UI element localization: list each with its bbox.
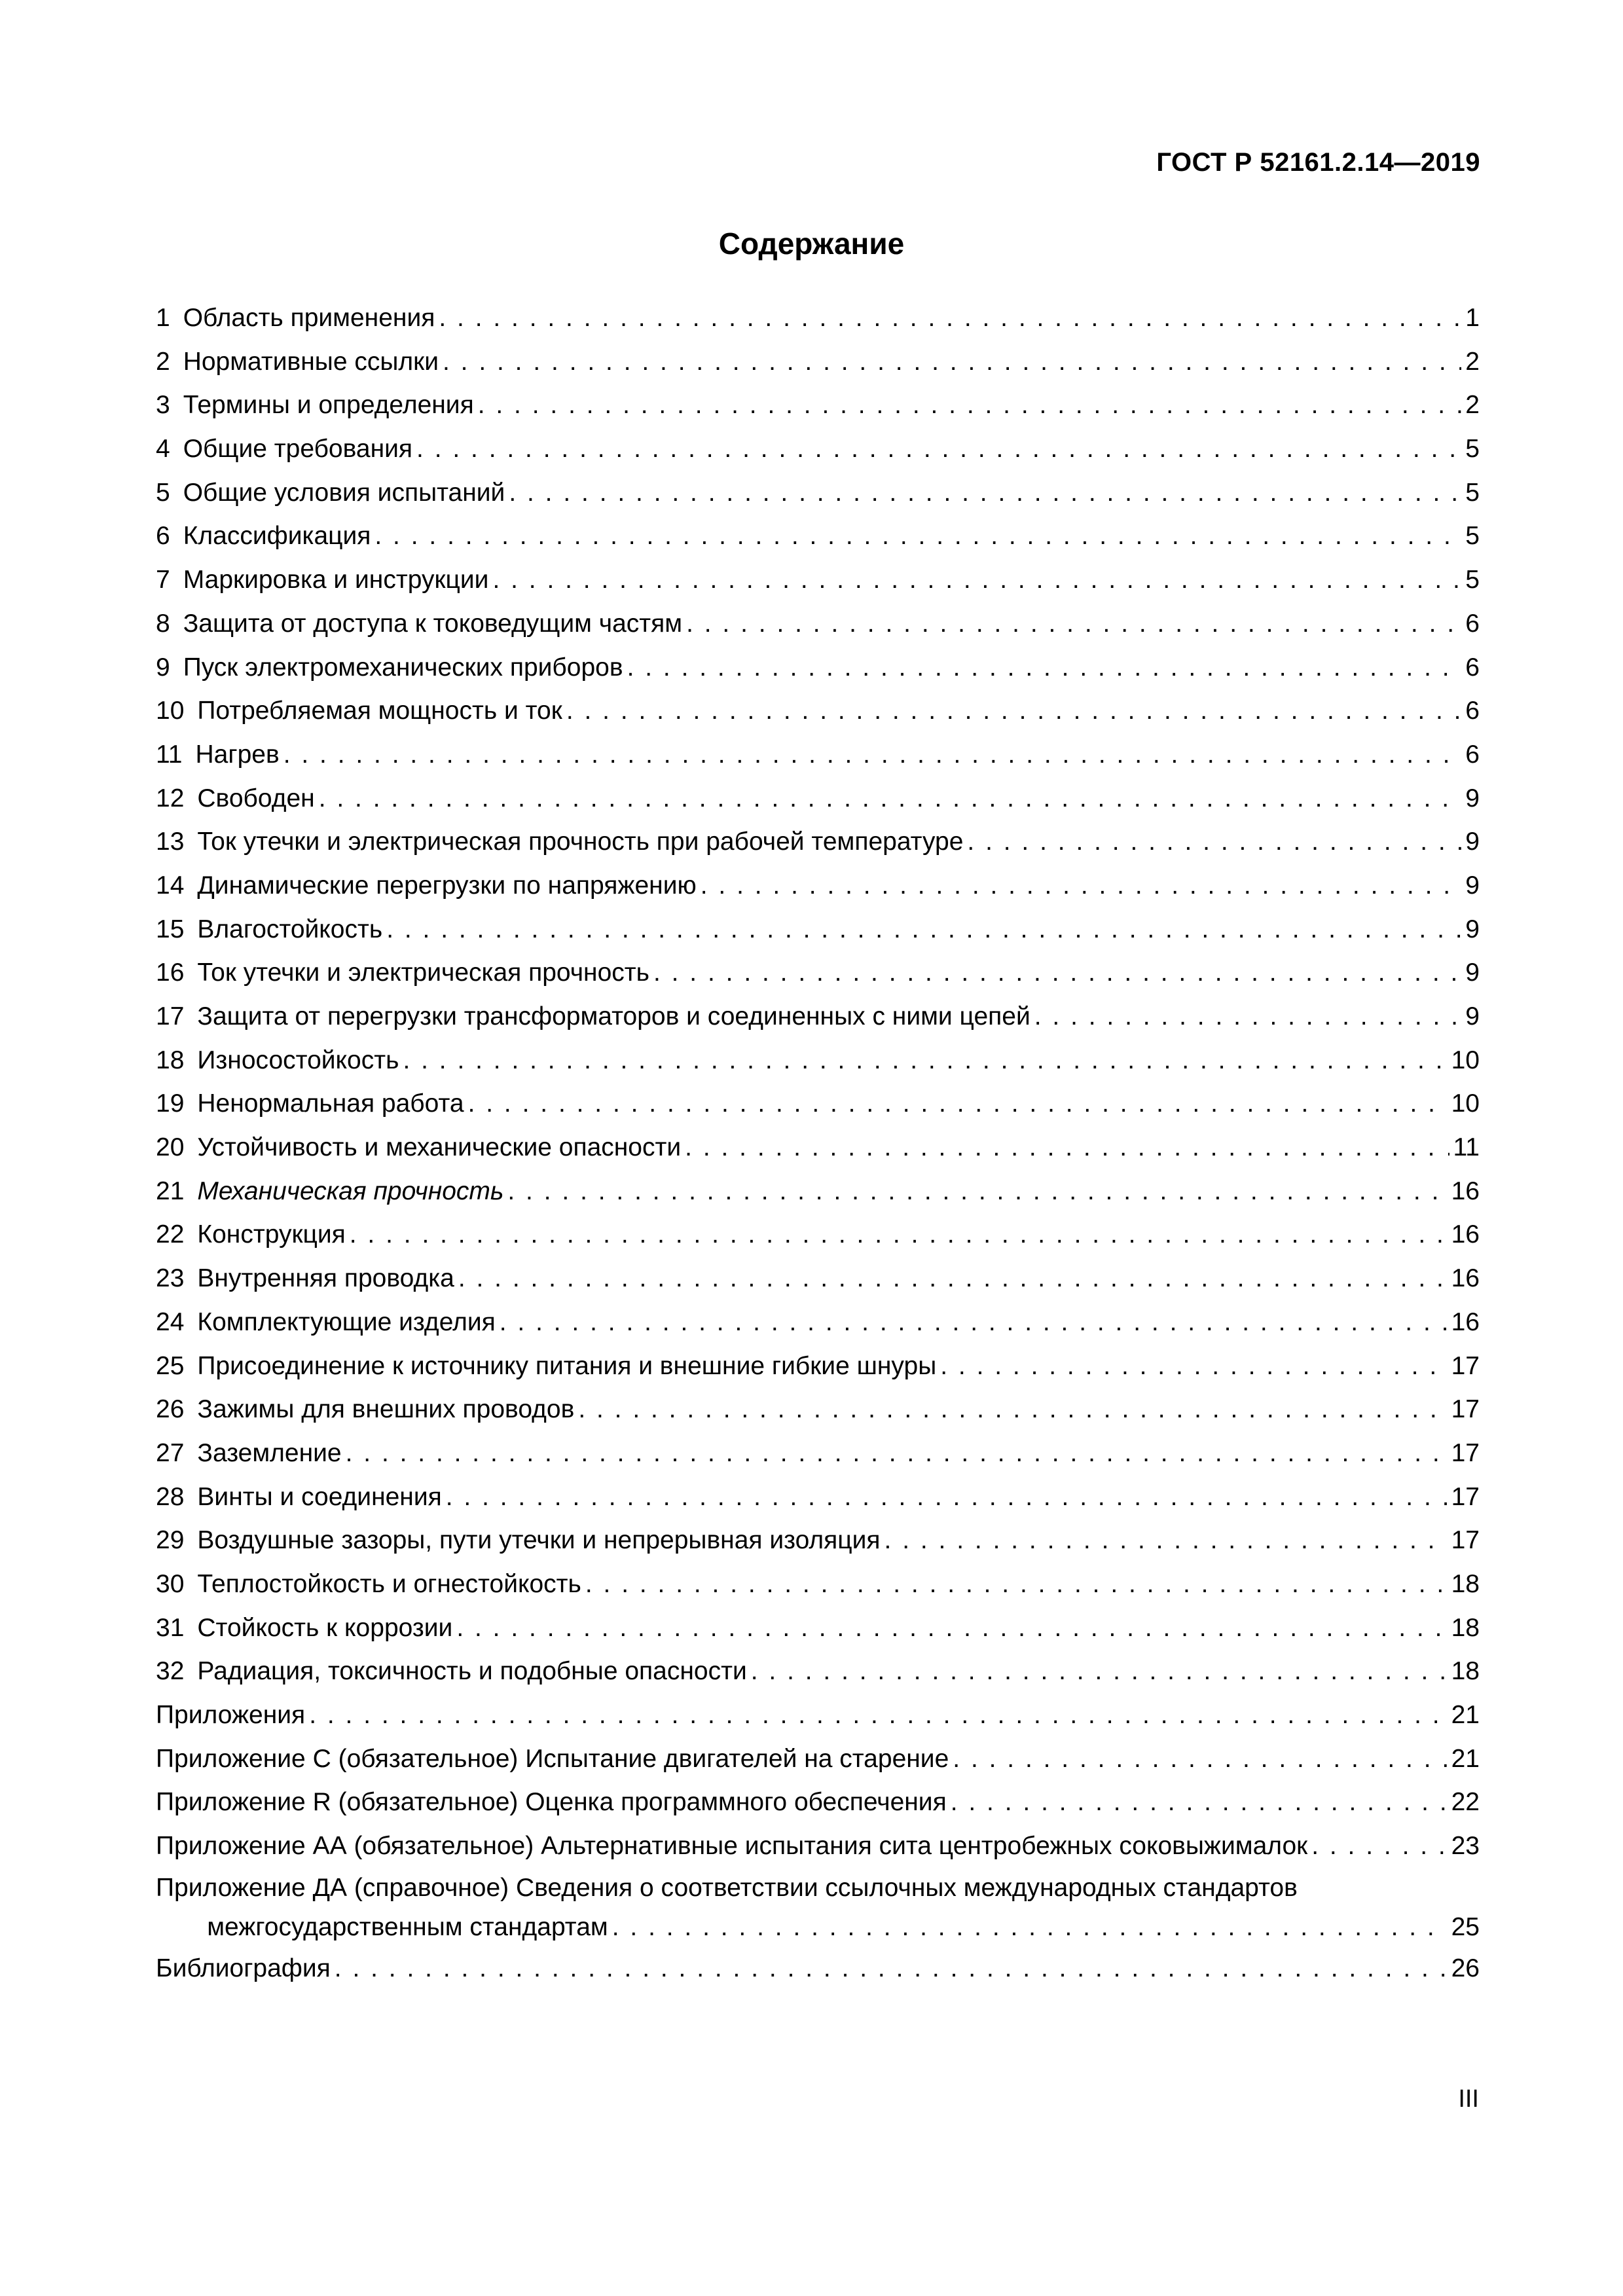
toc-entry-title: Теплостойкость и огнестойкость (197, 1569, 581, 1598)
toc-leader-dots (446, 1476, 1448, 1520)
toc-leader-dots (386, 908, 1461, 952)
toc-entry-title: Общие условия испытаний (183, 478, 505, 507)
toc-entry-page: 5 (1465, 522, 1480, 551)
toc-entry[interactable] (156, 689, 1480, 733)
toc-entry-page: 5 (1465, 435, 1480, 464)
toc-leader-dots (346, 1432, 1448, 1476)
toc-entry-title: Износостойкость (197, 1046, 399, 1074)
toc-entry-title: Приложение ДА (справочное) Сведения о соответствии ссылочных международных стандартов (156, 1873, 1298, 1902)
toc-entry[interactable] (156, 558, 1480, 602)
toc-entry[interactable] (156, 908, 1480, 952)
toc-entry-page: 9 (1465, 915, 1480, 943)
toc-entry[interactable] (156, 1650, 1480, 1694)
toc-entry-title: Нормативные ссылки (183, 347, 439, 376)
toc-entry-page: 5 (1465, 478, 1480, 507)
toc-entry[interactable] (156, 1607, 1480, 1650)
toc-entry[interactable] (156, 1345, 1480, 1389)
toc-appendix-entry-continued[interactable] (156, 1908, 1480, 1947)
toc-entry-page: 25 (1451, 1912, 1480, 1941)
toc-entry-number: 19 (156, 1089, 185, 1118)
toc-entry-page: 10 (1451, 1046, 1480, 1074)
toc-leader-dots (967, 820, 1461, 864)
toc-entry[interactable] (156, 864, 1480, 908)
page-number: III (1458, 2085, 1479, 2113)
toc-entry-number: 9 (156, 653, 170, 682)
toc-leader-dots (884, 1519, 1448, 1563)
toc-entry[interactable] (156, 777, 1480, 821)
toc-leader-dots (751, 1650, 1448, 1694)
toc-entry-title: Защита от перегрузки трансформаторов и соединенных с ними цепей (197, 1002, 1030, 1030)
toc-leader-dots (940, 1345, 1447, 1389)
toc-entry[interactable] (156, 1563, 1480, 1607)
toc-entry-title: Зажимы для внешних проводов (197, 1395, 575, 1424)
toc-entry-number: 27 (156, 1438, 185, 1467)
toc-entry-number: 25 (156, 1351, 185, 1380)
toc-entry-title: Конструкция (197, 1220, 346, 1249)
toc-entry-title: Термины и определения (183, 391, 474, 420)
toc-entry-number: 24 (156, 1307, 185, 1336)
toc-entry[interactable] (156, 1476, 1480, 1520)
toc-entry-title: Влагостойкость (197, 915, 383, 943)
toc-entry-title: Пуск электромеханических приборов (183, 653, 623, 682)
toc-entry-number: 26 (156, 1395, 185, 1424)
toc-leader-dots (374, 515, 1461, 558)
toc-entry-title: Внутренняя проводка (197, 1264, 454, 1293)
toc-entry[interactable] (156, 1082, 1480, 1126)
toc-leader-dots (319, 777, 1462, 821)
toc-entry-title: Ненормальная работа (197, 1089, 464, 1118)
toc-entry-page: 21 (1451, 1701, 1480, 1729)
toc-leader-dots (507, 1170, 1447, 1214)
toc-entry-number: 15 (156, 915, 185, 943)
toc-entry-title: Ток утечки и электрическая прочность при рабочей температуре (197, 828, 964, 856)
toc-entry-number: 1 (156, 304, 170, 332)
toc-entry[interactable] (156, 646, 1480, 690)
toc-leader-dots (456, 1607, 1447, 1650)
toc-leader-dots (416, 428, 1461, 471)
toc-entry-title: Область применения (183, 304, 435, 332)
toc-leader-dots (566, 689, 1461, 733)
toc-entry-page: 26 (1451, 1954, 1480, 1982)
toc-entry[interactable] (156, 951, 1480, 995)
toc-entry-number: 11 (156, 740, 183, 769)
toc-entry-page: 9 (1465, 828, 1480, 856)
toc-entry-number: 22 (156, 1220, 185, 1249)
toc-entry[interactable] (156, 1301, 1480, 1345)
toc-entry-title: Присоединение к источнику питания и внешние гибкие шнуры (197, 1351, 937, 1380)
toc-entry-number: 12 (156, 784, 185, 812)
toc-entry-number: 8 (156, 609, 170, 638)
toc-entry[interactable] (156, 602, 1480, 646)
toc-entry-number: 14 (156, 871, 185, 900)
toc-entry[interactable] (156, 1388, 1480, 1432)
toc-entry-number: 2 (156, 347, 170, 376)
toc-entry-page: 17 (1451, 1482, 1480, 1511)
toc-entry[interactable] (156, 1432, 1480, 1476)
toc-appendix-entry[interactable] (156, 1825, 1480, 1868)
toc-entry[interactable] (156, 1257, 1480, 1301)
toc-entry-number: 4 (156, 435, 170, 464)
toc-entry-title: Воздушные зазоры, пути утечки и непрерывная изоляция (197, 1526, 881, 1555)
toc-entry-page: 17 (1451, 1526, 1480, 1555)
toc-entry-page: 6 (1465, 653, 1480, 682)
toc-entry-title: Заземление (197, 1438, 342, 1467)
toc-entry-number: 30 (156, 1569, 185, 1598)
toc-leader-dots (578, 1388, 1447, 1432)
toc-entry-number: 5 (156, 478, 170, 507)
toc-appendix-entry[interactable] (156, 1738, 1480, 1781)
toc-entry[interactable] (156, 1213, 1480, 1257)
toc-entry-page: 9 (1465, 1002, 1480, 1030)
toc-entry[interactable] (156, 1519, 1480, 1563)
toc-entry[interactable] (156, 995, 1480, 1039)
toc-entry-page: 16 (1451, 1307, 1480, 1336)
toc-leader-dots (585, 1563, 1448, 1607)
toc-entry-page: 17 (1451, 1438, 1480, 1467)
toc-entry-page: 2 (1465, 347, 1480, 376)
toc-appendix-entry[interactable] (156, 1781, 1480, 1825)
toc-entry-title: Механическая прочность (197, 1176, 504, 1205)
toc-entry-page: 9 (1465, 784, 1480, 812)
toc-entry[interactable] (156, 340, 1480, 384)
toc-entry-page: 23 (1451, 1832, 1480, 1861)
toc-entry[interactable] (156, 471, 1480, 515)
toc-entry-number: 6 (156, 522, 170, 551)
toc-entry-number: 16 (156, 958, 185, 987)
toc-entry[interactable] (156, 384, 1480, 428)
toc-entry-page: 2 (1465, 391, 1480, 420)
toc-leader-dots (439, 297, 1461, 340)
toc-entry[interactable] (156, 428, 1480, 471)
toc-entry-title: Стойкость к коррозии (197, 1613, 453, 1642)
toc-entry-number: 7 (156, 566, 170, 594)
toc-leader-dots (309, 1694, 1447, 1738)
toc-leader-dots (478, 384, 1462, 428)
toc-entry-number: 3 (156, 391, 170, 420)
toc-entry-page: 18 (1451, 1613, 1480, 1642)
toc-entry-number: 32 (156, 1657, 185, 1686)
toc-entry-page: 16 (1451, 1176, 1480, 1205)
toc-entry-page: 9 (1465, 871, 1480, 900)
toc-entry[interactable] (156, 297, 1480, 340)
toc-entry-page: 18 (1451, 1657, 1480, 1686)
toc-leader-dots (1034, 995, 1462, 1039)
toc-entry-page: 6 (1465, 740, 1480, 769)
document-number: ГОСТ Р 52161.2.14—2019 (1156, 148, 1480, 177)
toc-entry-title: Защита от доступа к токоведущим частям (183, 609, 683, 638)
toc-leader-dots (443, 340, 1461, 384)
toc-entry-page: 22 (1451, 1788, 1480, 1817)
toc-entry[interactable] (156, 1039, 1480, 1083)
toc-leader-dots (686, 602, 1461, 646)
toc-entry-title: Маркировка и инструкции (183, 566, 489, 594)
toc-entry-page: 1 (1465, 304, 1480, 332)
toc-entry-title: Приложение АА (обязательное) Альтернативные испытания сита центробежных соковыжималок (156, 1832, 1308, 1861)
toc-entry-number: 21 (156, 1176, 185, 1205)
toc-entry-title: Свободен (197, 784, 315, 812)
toc-leader-dots (492, 558, 1461, 602)
toc-leader-dots (685, 1126, 1449, 1170)
toc-leader-dots (509, 471, 1461, 515)
toc-entry-number: 18 (156, 1046, 185, 1074)
toc-entry-title: Комплектующие изделия (197, 1307, 496, 1336)
toc-appendix-entry[interactable] (156, 1868, 1480, 1908)
toc-entry-title: Ток утечки и электрическая прочность (197, 958, 649, 987)
toc-entry-number: 31 (156, 1613, 185, 1642)
toc-entry-page: 17 (1451, 1351, 1480, 1380)
toc-entry-page: 21 (1451, 1744, 1480, 1773)
toc-entry-title: Динамические перегрузки по напряжению (197, 871, 697, 900)
toc-entry-page: 6 (1465, 697, 1480, 725)
toc-entry-title: Приложение С (обязательное) Испытание двигателей на старение (156, 1744, 949, 1773)
toc-leader-dots (653, 951, 1461, 995)
toc-leader-dots (458, 1257, 1448, 1301)
toc-leader-dots (350, 1213, 1448, 1257)
toc-entry-page: 18 (1451, 1569, 1480, 1598)
toc-entry-page: 9 (1465, 958, 1480, 987)
toc-entry-title: Потребляемая мощность и ток (197, 697, 562, 725)
toc-leader-dots (283, 733, 1462, 777)
toc-entry-number: 20 (156, 1133, 185, 1162)
toc-leader-dots (500, 1301, 1448, 1345)
toc-entry[interactable] (156, 1170, 1480, 1214)
toc-entry-page: 5 (1465, 566, 1480, 594)
toc-entry-page: 16 (1451, 1220, 1480, 1249)
table-of-contents (156, 297, 1480, 1990)
toc-entry-number: 28 (156, 1482, 185, 1511)
toc-leader-dots (403, 1039, 1447, 1083)
toc-entry-title: Классификация (183, 522, 371, 551)
toc-leader-dots (627, 646, 1462, 690)
toc-entry-title: Приложения (156, 1701, 306, 1729)
toc-entry-title: Библиография (156, 1954, 331, 1982)
toc-entry-title: Винты и соединения (197, 1482, 442, 1511)
toc-leader-dots (1311, 1825, 1447, 1868)
toc-leader-dots (951, 1781, 1448, 1825)
toc-leader-dots (701, 864, 1462, 908)
toc-entry[interactable] (156, 820, 1480, 864)
toc-entry-number: 10 (156, 697, 185, 725)
toc-leader-dots (953, 1738, 1447, 1781)
toc-entry-title: Устойчивость и механические опасности (197, 1133, 682, 1162)
toc-entry-number: 17 (156, 1002, 185, 1030)
toc-entry-title: Радиация, токсичность и подобные опасности (197, 1657, 747, 1686)
toc-title: Содержание (718, 227, 905, 261)
toc-entry-page: 6 (1465, 609, 1480, 638)
toc-entry-page: 16 (1451, 1264, 1480, 1293)
toc-entry-number: 29 (156, 1526, 185, 1555)
toc-entry[interactable] (156, 1126, 1480, 1170)
toc-entry-number: 23 (156, 1264, 185, 1293)
toc-entry-page: 10 (1451, 1089, 1480, 1118)
toc-appendix-entry[interactable] (156, 1694, 1480, 1738)
toc-entry-title: Нагрев (195, 740, 280, 769)
toc-entry[interactable] (156, 515, 1480, 558)
toc-entry-number: 13 (156, 828, 185, 856)
toc-leader-dots (612, 1908, 1448, 1947)
toc-entry-title: Общие требования (183, 435, 413, 464)
toc-entry-page: 11 (1453, 1133, 1480, 1162)
toc-entry-title: межгосударственным стандартам (207, 1912, 608, 1941)
toc-bibliography-entry[interactable] (156, 1947, 1480, 1991)
toc-leader-dots (335, 1947, 1448, 1991)
toc-entry-page: 17 (1451, 1395, 1480, 1424)
toc-entry-title: Приложение R (обязательное) Оценка программного обеспечения (156, 1788, 947, 1817)
toc-entry[interactable] (156, 733, 1480, 777)
toc-leader-dots (468, 1082, 1448, 1126)
